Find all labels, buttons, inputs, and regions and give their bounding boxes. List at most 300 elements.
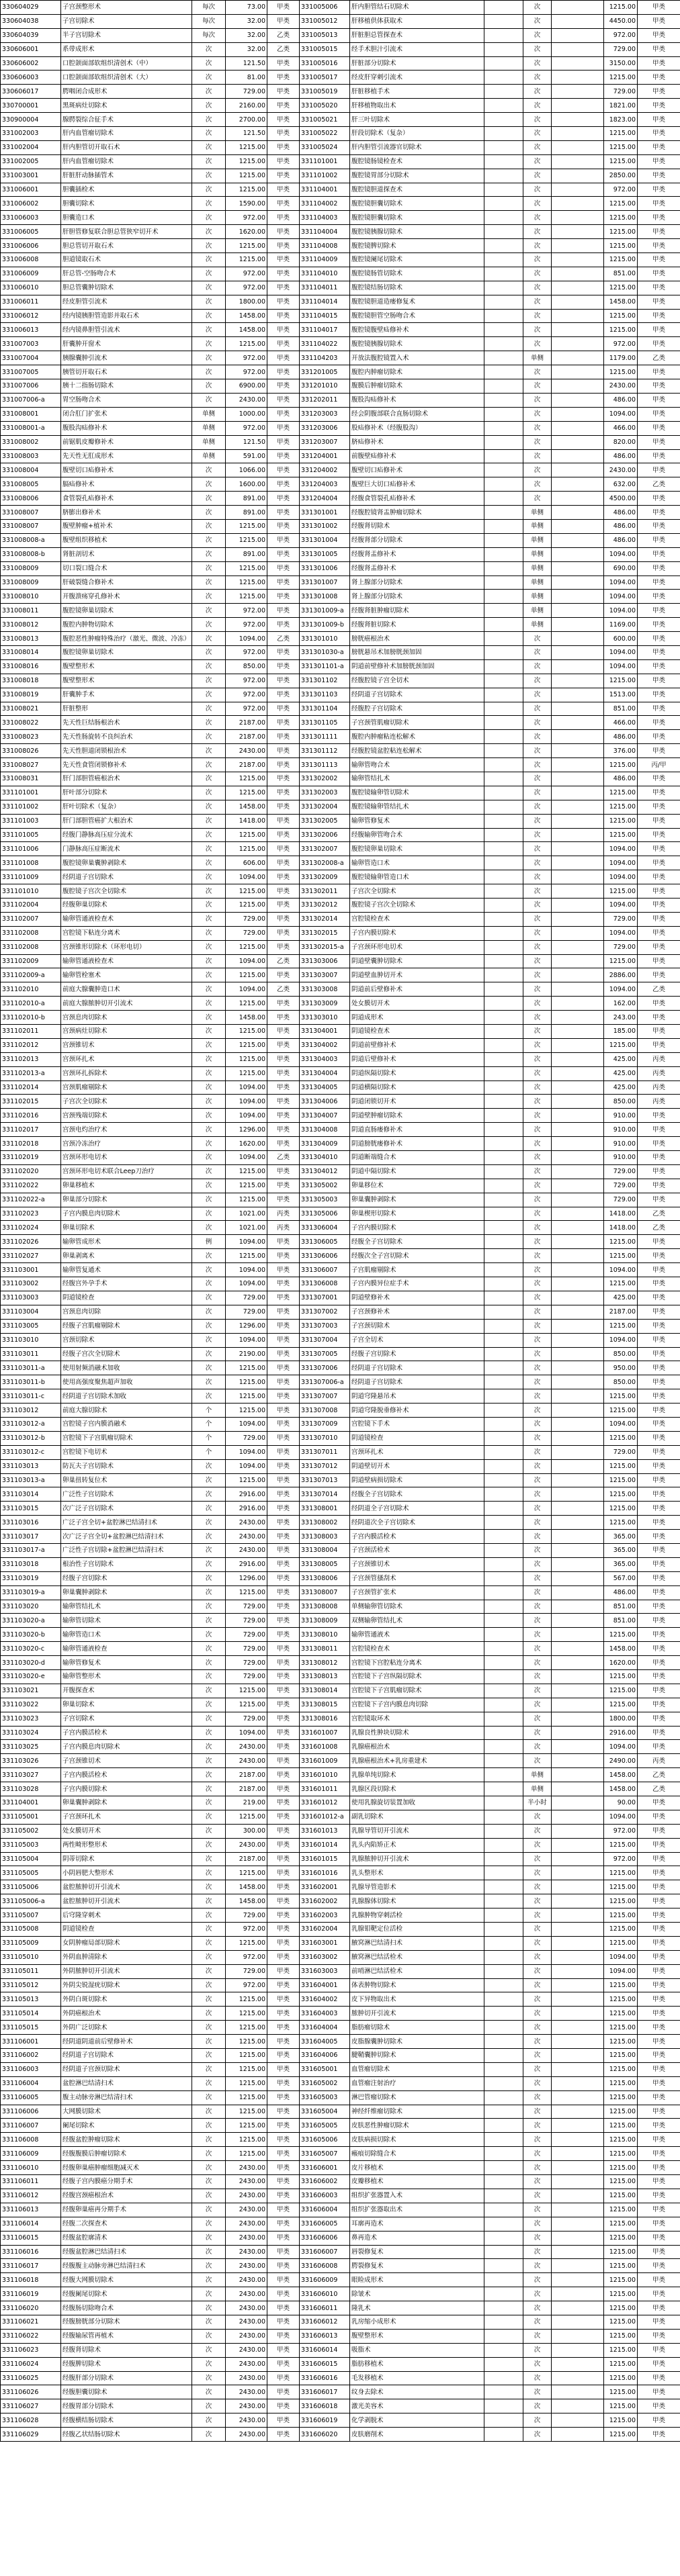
cell-unit-2: 次: [523, 1669, 552, 1684]
cell-item-name: 根治性子宫切除术: [61, 1557, 192, 1571]
cell-unit-2: 次: [523, 772, 552, 786]
cell-item-name-2: 经阴道子宫切除术: [350, 1361, 484, 1375]
cell-unit: 次: [192, 1936, 226, 1950]
cell-unit-2: 次: [523, 1908, 552, 1923]
cell-item-code-2: 331308005: [300, 1557, 350, 1571]
cell-price-2: 1094.00: [604, 1950, 638, 1964]
table-row: [1, 2175, 680, 2189]
cell-unit: 次: [192, 2259, 226, 2273]
cell-extra-2: [552, 1852, 604, 1866]
cell-item-name-2: 阴道壁切开术: [350, 1459, 484, 1473]
table-row: [1, 1319, 680, 1333]
cell-category: 甲类: [267, 1782, 300, 1796]
cell-item-code: 331106002: [1, 2049, 61, 2063]
cell-price: 1215.00: [226, 2021, 267, 2035]
cell-price-2: 1215.00: [604, 281, 638, 295]
cell-category: 甲类: [267, 1543, 300, 1557]
cell-unit: 次: [192, 1263, 226, 1277]
cell-unit: 次: [192, 899, 226, 913]
cell-category-2: 甲类: [638, 2090, 680, 2105]
cell-item-code: 331103013-a: [1, 1473, 61, 1487]
table-row: [1, 1502, 680, 1516]
cell-category: 甲类: [267, 590, 300, 604]
cell-category-2: 甲类: [638, 295, 680, 309]
cell-price-2: 1215.00: [604, 2245, 638, 2259]
cell-extra-2: [552, 1740, 604, 1754]
cell-price: 121.50: [226, 56, 267, 71]
cell-unit-2: 次: [523, 2035, 552, 2049]
cell-item-name: 经腹宫外孕手术: [61, 1277, 192, 1291]
cell-item-code-2: 331304005: [300, 1080, 350, 1095]
cell-price: 2430.00: [226, 2259, 267, 2273]
cell-item-name-2: 宫腔镜下子宫肌瘤切除术: [350, 1684, 484, 1698]
cell-category-2: 甲类: [638, 1193, 680, 1207]
cell-price-2: 1215.00: [604, 1516, 638, 1530]
cell-extra-2: [552, 1319, 604, 1333]
cell-category-2: 甲类: [638, 856, 680, 870]
cell-item-code-2: 331606016: [300, 2371, 350, 2385]
cell-category: 甲类: [267, 71, 300, 85]
cell-item-code-2: 331104004: [300, 225, 350, 239]
cell-category: 甲类: [267, 1614, 300, 1628]
cell-item-name-2: 腹腔镜脾切除术: [350, 239, 484, 253]
cell-item-code: 331006003: [1, 211, 61, 225]
cell-item-code: 331106010: [1, 2161, 61, 2175]
cell-item-name-2: 吸脂术: [350, 2343, 484, 2357]
cell-category: 甲类: [267, 1137, 300, 1151]
cell-item-code-2: 331104003: [300, 211, 350, 225]
table-row: [1, 604, 680, 618]
cell-price: 1094.00: [226, 1459, 267, 1473]
cell-note-2: [484, 926, 523, 940]
cell-extra-2: [552, 533, 604, 547]
cell-item-name-2: 阴道壁囊肿切除术: [350, 954, 484, 968]
cell-unit-2: 次: [523, 997, 552, 1011]
cell-note-2: [484, 1221, 523, 1235]
cell-item-code-2: 331101002: [300, 169, 350, 183]
cell-price-2: 486.00: [604, 519, 638, 533]
table-row: [1, 1038, 680, 1052]
table-row: [1, 337, 680, 351]
cell-item-code-2: 331104009: [300, 253, 350, 267]
cell-category-2: 甲类: [638, 211, 680, 225]
cell-item-code: 331102009: [1, 954, 61, 968]
cell-price-2: 1215.00: [604, 127, 638, 141]
cell-note-2: [484, 2217, 523, 2231]
cell-item-name-2: 经手术胆汁引流术: [350, 42, 484, 56]
cell-item-code: 331002003: [1, 127, 61, 141]
table-row: [1, 1866, 680, 1880]
cell-price: 1215.00: [226, 337, 267, 351]
cell-note-2: [484, 982, 523, 997]
cell-note-2: [484, 758, 523, 772]
cell-note-2: [484, 772, 523, 786]
cell-price-2: 1169.00: [604, 618, 638, 632]
cell-item-name-2: 皮肤磨削术: [350, 2428, 484, 2442]
cell-price-2: 1215.00: [604, 225, 638, 239]
table-row: [1, 716, 680, 730]
cell-extra-2: [552, 127, 604, 141]
cell-unit-2: 次: [523, 702, 552, 716]
cell-category-2: 甲类: [638, 2147, 680, 2161]
cell-price-2: 972.00: [604, 183, 638, 197]
cell-price: 891.00: [226, 492, 267, 506]
cell-note-2: [484, 1137, 523, 1151]
cell-category: 甲类: [267, 645, 300, 659]
cell-category: 甲类: [267, 1164, 300, 1179]
cell-category: 甲类: [267, 702, 300, 716]
cell-category-2: 甲类: [638, 323, 680, 337]
cell-category: 甲类: [267, 519, 300, 533]
cell-item-name: 盆腔脓肿切开引流术: [61, 1880, 192, 1894]
cell-item-name: 宫颈切除术: [61, 1333, 192, 1347]
cell-item-code-2: 331203003: [300, 407, 350, 421]
table-row: [1, 674, 680, 688]
cell-item-code: 331105002: [1, 1824, 61, 1838]
cell-extra-2: [552, 1880, 604, 1894]
table-row: [1, 407, 680, 421]
cell-category: 甲类: [267, 1179, 300, 1193]
cell-note-2: [484, 1796, 523, 1810]
cell-unit-2: 次: [523, 421, 552, 435]
table-row: [1, 744, 680, 758]
cell-category-2: 甲类: [638, 519, 680, 533]
cell-price-2: 850.00: [604, 1375, 638, 1389]
cell-unit-2: 次: [523, 1207, 552, 1221]
cell-item-code-2: 331304012: [300, 1164, 350, 1179]
cell-price-2: 1215.00: [604, 2399, 638, 2413]
cell-extra-2: [552, 1656, 604, 1670]
cell-unit: 次: [192, 1810, 226, 1824]
table-row: [1, 632, 680, 646]
cell-unit-2: 次: [523, 1, 552, 15]
cell-note-2: [484, 1025, 523, 1039]
cell-extra-2: [552, 1333, 604, 1347]
cell-category: 甲类: [267, 716, 300, 730]
cell-item-code: 331103028: [1, 1782, 61, 1796]
cell-item-code: 331008006: [1, 492, 61, 506]
cell-category-2: 甲类: [638, 2357, 680, 2371]
cell-price-2: 1094.00: [604, 1964, 638, 1978]
cell-item-name: 腹壁整形术: [61, 659, 192, 674]
cell-price: 1215.00: [226, 997, 267, 1011]
cell-price: 729.00: [226, 1669, 267, 1684]
cell-item-code: 331103020-c: [1, 1642, 61, 1656]
cell-extra-2: [552, 1305, 604, 1319]
cell-item-code: 331101003: [1, 814, 61, 828]
cell-unit: 次: [192, 2021, 226, 2035]
cell-price-2: 1215.00: [604, 2049, 638, 2063]
table-row: [1, 1628, 680, 1642]
cell-note-2: [484, 1445, 523, 1459]
cell-item-name: 宫腔镜下粘连分离术: [61, 926, 192, 940]
cell-category: 甲类: [267, 435, 300, 449]
cell-item-name-2: 腹腔镜输卵管结扎术: [350, 800, 484, 814]
cell-price: 1215.00: [226, 1404, 267, 1418]
cell-item-name-2: 阴道前后壁修补术: [350, 982, 484, 997]
cell-extra-2: [552, 1712, 604, 1726]
cell-item-code-2: 331306004: [300, 1221, 350, 1235]
cell-note-2: [484, 1852, 523, 1866]
cell-unit-2: 次: [523, 645, 552, 659]
cell-extra-2: [552, 2273, 604, 2287]
cell-item-name-2: 子宫颈修补术: [350, 1305, 484, 1319]
cell-unit: 次: [192, 169, 226, 183]
cell-item-name: 先天性无肛成形术: [61, 449, 192, 463]
cell-item-name: 宫腔镜下子宫肌瘤切除术: [61, 1431, 192, 1445]
cell-price: 219.00: [226, 1796, 267, 1810]
cell-item-name: 宫颈病灶切除术: [61, 1025, 192, 1039]
cell-item-name-2: 腹股沟疝修补术: [350, 393, 484, 407]
cell-category-2: 甲类: [638, 1347, 680, 1361]
cell-price-2: 1215.00: [604, 197, 638, 211]
cell-unit: 次: [192, 547, 226, 561]
cell-note-2: [484, 42, 523, 56]
cell-item-name: 次广泛子宫切除术: [61, 1502, 192, 1516]
cell-extra-2: [552, 2175, 604, 2189]
cell-unit: 次: [192, 323, 226, 337]
cell-category-2: 甲类: [638, 1600, 680, 1614]
cell-item-code-2: 331601010: [300, 1768, 350, 1782]
cell-unit-2: 次: [523, 71, 552, 85]
cell-extra-2: [552, 1669, 604, 1684]
cell-item-name: 输卵管造口术: [61, 1628, 192, 1642]
cell-note-2: [484, 2147, 523, 2161]
cell-item-name: 经腹大网膜切除术: [61, 2273, 192, 2287]
cell-category: 甲类: [267, 1052, 300, 1066]
cell-price: 729.00: [226, 1964, 267, 1978]
cell-price-2: 1215.00: [604, 674, 638, 688]
table-row: [1, 71, 680, 85]
cell-price: 1215.00: [226, 253, 267, 267]
cell-category: 甲类: [267, 926, 300, 940]
cell-item-name: 卵巢切除术: [61, 1221, 192, 1235]
table-row: [1, 1066, 680, 1080]
cell-item-code-2: 331604006: [300, 2049, 350, 2063]
cell-price: 729.00: [226, 1291, 267, 1305]
table-row: [1, 772, 680, 786]
cell-note-2: [484, 659, 523, 674]
cell-item-code-2: 331301030-a: [300, 645, 350, 659]
cell-note-2: [484, 1389, 523, 1404]
cell-item-name-2: 乳腺癌根治术+乳房重建术: [350, 1754, 484, 1768]
cell-price: 1215.00: [226, 2007, 267, 2021]
cell-extra-2: [552, 1038, 604, 1052]
cell-note-2: [484, 1782, 523, 1796]
cell-price-2: 1821.00: [604, 99, 638, 113]
cell-price-2: 972.00: [604, 1852, 638, 1866]
cell-extra-2: [552, 1137, 604, 1151]
cell-item-code: 331006009: [1, 267, 61, 281]
cell-item-code-2: 331605005: [300, 2119, 350, 2133]
cell-item-code: 330604039: [1, 28, 61, 42]
cell-item-code: 331102015: [1, 1095, 61, 1109]
cell-unit: 次: [192, 674, 226, 688]
cell-unit-2: 次: [523, 1628, 552, 1642]
cell-unit-2: 次: [523, 1066, 552, 1080]
table-row: [1, 1277, 680, 1291]
cell-note-2: [484, 393, 523, 407]
cell-unit-2: 次: [523, 2428, 552, 2442]
cell-item-code-2: 331304010: [300, 1151, 350, 1165]
cell-unit-2: 次: [523, 1530, 552, 1544]
cell-unit: 次: [192, 1908, 226, 1923]
cell-category-2: 甲类: [638, 1950, 680, 1964]
cell-unit-2: 次: [523, 1824, 552, 1838]
cell-price-2: 1094.00: [604, 604, 638, 618]
cell-unit-2: 次: [523, 800, 552, 814]
cell-item-name: 腹壁整形术: [61, 674, 192, 688]
cell-item-code: 331102022: [1, 1179, 61, 1193]
cell-category-2: 甲类: [638, 2049, 680, 2063]
cell-item-code: 331008012: [1, 618, 61, 632]
cell-item-name-2: 乳头内陷矫正术: [350, 1838, 484, 1852]
cell-price: 1215.00: [226, 2049, 267, 2063]
cell-unit: 次: [192, 2062, 226, 2076]
cell-extra-2: [552, 2007, 604, 2021]
cell-extra-2: [552, 519, 604, 533]
cell-extra-2: [552, 337, 604, 351]
cell-extra-2: [552, 2076, 604, 2090]
table-row: [1, 477, 680, 492]
cell-item-code-2: 331307004: [300, 1333, 350, 1347]
cell-price: 2430.00: [226, 2301, 267, 2315]
cell-item-code: 331103020-a: [1, 1614, 61, 1628]
cell-extra-2: [552, 1291, 604, 1305]
cell-price: 1215.00: [226, 1066, 267, 1080]
cell-unit-2: 次: [523, 2287, 552, 2301]
cell-item-name-2: 经腹肾切除术: [350, 519, 484, 533]
cell-item-code: 331008008-a: [1, 533, 61, 547]
cell-price: 1215.00: [226, 1992, 267, 2007]
table-row: [1, 2399, 680, 2413]
cell-category-2: 甲类: [638, 1123, 680, 1137]
cell-category: 甲类: [267, 1908, 300, 1923]
cell-category: 甲类: [267, 2315, 300, 2329]
cell-item-code: 331106001: [1, 2035, 61, 2049]
cell-item-name: 经腹阑尾切除术: [61, 2287, 192, 2301]
cell-category: 甲类: [267, 197, 300, 211]
cell-category-2: 甲类: [638, 183, 680, 197]
cell-item-code-2: 331601012: [300, 1796, 350, 1810]
cell-category-2: 甲类: [638, 2385, 680, 2399]
cell-category-2: 乙类: [638, 1221, 680, 1235]
cell-price: 1458.00: [226, 800, 267, 814]
cell-category-2: 甲类: [638, 828, 680, 842]
cell-category-2: 甲类: [638, 407, 680, 421]
table-row: [1, 590, 680, 604]
cell-item-name: 外阴癌根治术: [61, 2007, 192, 2021]
cell-extra-2: [552, 1754, 604, 1768]
cell-price-2: 486.00: [604, 393, 638, 407]
cell-price-2: 1215.00: [604, 2147, 638, 2161]
cell-unit-2: 次: [523, 295, 552, 309]
cell-price-2: 851.00: [604, 1600, 638, 1614]
cell-item-name-2: 乳腺钼靶定位活检: [350, 1923, 484, 1937]
cell-item-code-2: 331307009: [300, 1417, 350, 1431]
cell-item-name: 广泛子宫全切+盆腔淋巴结清扫术: [61, 1516, 192, 1530]
cell-note-2: [484, 85, 523, 99]
cell-category: 甲类: [267, 1249, 300, 1263]
cell-item-code: 331101010: [1, 884, 61, 899]
cell-unit-2: 单侧: [523, 576, 552, 590]
cell-unit-2: 次: [523, 1249, 552, 1263]
cell-item-name: 腹股沟疝修补术: [61, 421, 192, 435]
cell-item-code: 330606017: [1, 85, 61, 99]
cell-item-code-2: 331005012: [300, 14, 350, 28]
cell-item-code: 331006006: [1, 239, 61, 253]
cell-note-2: [484, 1052, 523, 1066]
cell-category-2: 甲类: [638, 1880, 680, 1894]
cell-item-code: 331106011: [1, 2175, 61, 2189]
cell-price-2: 972.00: [604, 337, 638, 351]
cell-note-2: [484, 1347, 523, 1361]
cell-category-2: 甲类: [638, 604, 680, 618]
cell-price: 2160.00: [226, 99, 267, 113]
cell-category: 甲类: [267, 1333, 300, 1347]
cell-item-code-2: 331005020: [300, 99, 350, 113]
cell-category: 甲类: [267, 1740, 300, 1754]
cell-category-2: 甲类: [638, 1137, 680, 1151]
cell-price: 2916.00: [226, 1487, 267, 1502]
cell-extra-2: [552, 1109, 604, 1123]
cell-item-name: 前锯肌皮瓣修补术: [61, 435, 192, 449]
cell-item-name-2: 宫颈环扎术: [350, 1445, 484, 1459]
cell-item-name: 经腹门静脉高压症分流术: [61, 828, 192, 842]
cell-item-name-2: 腹壁整形术: [350, 2329, 484, 2343]
cell-item-code: 331106018: [1, 2273, 61, 2287]
cell-item-name: 卵巢部分切除术: [61, 1193, 192, 1207]
cell-price-2: 1215.00: [604, 309, 638, 323]
cell-item-code: 331106012: [1, 2189, 61, 2203]
cell-extra-2: [552, 1404, 604, 1418]
cell-item-name-2: 阴道穹隆悬吊术: [350, 1389, 484, 1404]
cell-category-2: 甲类: [638, 2301, 680, 2315]
cell-item-name: 阑尾切除术: [61, 2119, 192, 2133]
cell-item-name-2: 腹腔镜子宫次全切除术: [350, 899, 484, 913]
cell-category-2: 甲类: [638, 547, 680, 561]
cell-item-code: 331103027: [1, 1768, 61, 1782]
table-row: [1, 1824, 680, 1838]
cell-item-name-2: 宫腔镜检查术: [350, 1642, 484, 1656]
cell-item-name: 输卵管成形术: [61, 1235, 192, 1249]
cell-extra-2: [552, 2385, 604, 2399]
cell-unit-2: 次: [523, 1642, 552, 1656]
cell-item-code-2: 331306007: [300, 1263, 350, 1277]
cell-item-code: 331102008: [1, 940, 61, 954]
cell-price-2: 1094.00: [604, 982, 638, 997]
cell-price-2: 365.00: [604, 1543, 638, 1557]
cell-price-2: 1215.00: [604, 2259, 638, 2273]
cell-category-2: 甲类: [638, 1277, 680, 1291]
cell-price: 1458.00: [226, 1880, 267, 1894]
cell-price: 972.00: [226, 618, 267, 632]
cell-category-2: 甲类: [638, 2007, 680, 2021]
cell-extra-2: [552, 2189, 604, 2203]
cell-unit-2: 次: [523, 1052, 552, 1066]
cell-category: 甲类: [267, 154, 300, 169]
cell-item-code: 331106026: [1, 2385, 61, 2399]
cell-extra-2: [552, 561, 604, 576]
cell-item-code-2: 331601008: [300, 1740, 350, 1754]
cell-category-2: 甲类: [638, 576, 680, 590]
cell-unit: 次: [192, 2399, 226, 2413]
cell-item-name-2: 鼻再造术: [350, 2231, 484, 2245]
table-row: [1, 1950, 680, 1964]
cell-unit-2: 次: [523, 492, 552, 506]
cell-extra-2: [552, 632, 604, 646]
cell-price: 1590.00: [226, 197, 267, 211]
